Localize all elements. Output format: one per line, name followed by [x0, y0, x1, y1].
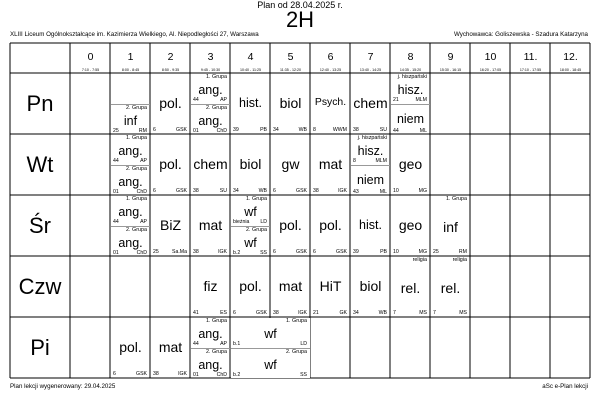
lesson-group: religia — [452, 257, 467, 263]
lesson-part — [231, 135, 270, 195]
period-header — [471, 44, 510, 73]
lesson-teacher: SS — [300, 372, 307, 378]
lesson-cell — [111, 318, 150, 378]
lesson-cell — [351, 257, 390, 317]
lesson-subject: wf — [264, 357, 277, 372]
lesson-subject: ang. — [198, 113, 223, 128]
lesson-room: 39 — [233, 127, 239, 133]
lesson-teacher: GSK — [176, 127, 187, 133]
lesson-part — [191, 348, 230, 378]
lesson-subject: HiT — [319, 278, 342, 294]
lesson-room: bieżnia — [233, 219, 250, 225]
generated-date: Plan lekcji wygenerowany: 29.04.2025 — [10, 383, 116, 390]
lesson-cell — [311, 257, 350, 317]
lesson-cell — [271, 257, 310, 317]
lesson-subject: mat — [198, 217, 223, 233]
lesson-teacher: MG — [418, 188, 427, 194]
lesson-cell — [231, 257, 270, 317]
lesson-teacher: GSK — [136, 371, 147, 377]
lesson-room: 10 — [393, 188, 399, 194]
lesson-teacher: LD — [300, 341, 307, 347]
lesson-subject: ang. — [118, 143, 143, 158]
lesson-subject: ang. — [198, 326, 223, 341]
lesson-subject: pol. — [319, 217, 342, 233]
lesson-part — [231, 226, 270, 256]
lesson-subject: mat — [318, 156, 343, 172]
lesson-teacher: PB — [380, 249, 387, 255]
lesson-room: 25 — [153, 249, 159, 255]
lesson-room: b.2 — [233, 372, 241, 378]
lesson-subject: niem — [396, 111, 425, 126]
period-header — [71, 44, 110, 73]
lesson-room: 7 — [433, 310, 436, 316]
lesson-teacher: LD — [260, 219, 267, 225]
lesson-room: 21 — [393, 97, 399, 103]
lesson-part — [351, 196, 390, 256]
period-time: 8:50 - 9:35 — [161, 68, 180, 72]
lesson-part — [151, 74, 190, 134]
lesson-group: religia — [412, 257, 427, 263]
lesson-subject: ang. — [118, 174, 143, 189]
period-header — [271, 44, 310, 73]
lesson-cell — [351, 74, 390, 134]
lesson-room: 8 — [313, 127, 316, 133]
period-header — [191, 44, 230, 73]
lesson-subject: ang. — [198, 82, 223, 97]
lesson-teacher: AP — [140, 219, 147, 225]
lesson-teacher: ChD — [136, 189, 147, 195]
lesson-cell — [391, 74, 430, 134]
lesson-part — [191, 104, 230, 134]
lesson-cell — [311, 74, 350, 134]
period-header — [111, 44, 150, 73]
lesson-subject: wf — [244, 235, 257, 250]
lesson-teacher: AP — [220, 97, 227, 103]
lesson-part — [311, 135, 350, 195]
lesson-part — [311, 196, 350, 256]
lesson-teacher: MLM — [375, 158, 387, 164]
lesson-group: 2. Grupa — [286, 349, 307, 355]
lesson-cell — [311, 196, 350, 256]
lesson-subject: rel. — [440, 280, 461, 296]
period-number: 8 — [407, 51, 414, 63]
lesson-group: 1. Grupa — [206, 74, 227, 80]
lesson-part — [191, 74, 230, 104]
lesson-subject: ang. — [118, 235, 143, 250]
lesson-teacher: AP — [220, 341, 227, 347]
period-time: 12:40 - 13:25 — [319, 68, 342, 72]
lesson-room: 38 — [193, 188, 199, 194]
lesson-teacher: SU — [379, 127, 387, 133]
lesson-teacher: ML — [419, 128, 427, 134]
day-label: Wt — [26, 151, 54, 177]
lesson-teacher: MLM — [415, 97, 427, 103]
lesson-subject: geo — [398, 156, 423, 172]
lesson-subject: niem — [356, 172, 385, 187]
lesson-part — [271, 135, 310, 195]
lesson-cell — [191, 318, 230, 378]
period-number: 3 — [207, 51, 214, 63]
lesson-teacher: IGK — [218, 249, 227, 255]
lesson-part — [431, 257, 470, 317]
lesson-part — [111, 74, 150, 104]
lesson-teacher: GSK — [176, 188, 187, 194]
period-number: 5 — [287, 51, 294, 63]
lesson-room: 01 — [113, 189, 119, 195]
lesson-teacher: GK — [339, 310, 347, 316]
lesson-subject: chem — [193, 156, 228, 172]
lesson-group: 2. Grupa — [246, 227, 267, 233]
period-header — [311, 44, 350, 73]
lesson-subject: Psych. — [314, 96, 347, 108]
period-time: 11:35 - 12:20 — [280, 68, 301, 72]
period-time: 15:30 - 16:15 — [439, 68, 462, 72]
class-name: 2H — [285, 7, 315, 32]
lesson-room: b.2 — [233, 250, 241, 256]
lesson-part — [231, 257, 270, 317]
lesson-cell — [191, 74, 230, 134]
lesson-cell — [271, 74, 310, 134]
lesson-group: 1. Grupa — [446, 196, 467, 202]
lesson-room: 25 — [433, 249, 439, 255]
lesson-teacher: MG — [418, 249, 427, 255]
day-label: Śr — [29, 212, 51, 238]
lesson-part — [271, 74, 310, 134]
lesson-room: 44 — [193, 97, 199, 103]
lesson-part — [191, 318, 230, 348]
lesson-group: j. hiszpański — [397, 74, 427, 80]
lesson-teacher: IGK — [298, 310, 307, 316]
lesson-cell — [191, 257, 230, 317]
lesson-group: 1. Grupa — [126, 196, 147, 202]
lesson-subject: geo — [398, 217, 423, 233]
lesson-teacher: ML — [379, 189, 387, 195]
day-label: Pi — [30, 334, 50, 360]
lesson-room: 01 — [113, 250, 119, 256]
lesson-teacher: GSK — [256, 310, 267, 316]
lesson-subject: biol — [359, 278, 382, 294]
lesson-cell — [391, 257, 430, 317]
plan-date: Plan od 28.04.2025 r. — [257, 0, 343, 10]
lesson-part — [391, 196, 430, 256]
lesson-cell — [151, 135, 190, 195]
lesson-part — [111, 135, 150, 165]
period-number: 4 — [247, 51, 254, 63]
lesson-subject: fiz — [203, 278, 218, 294]
lesson-teacher: MS — [419, 310, 427, 316]
period-number: 10 — [484, 51, 497, 63]
lesson-room: 25 — [113, 128, 119, 134]
lesson-part — [391, 257, 430, 317]
lesson-subject: wf — [244, 204, 257, 219]
lesson-part — [111, 196, 150, 226]
lesson-cell — [191, 196, 230, 256]
lesson-cell — [111, 196, 150, 256]
lesson-room: 10 — [393, 249, 399, 255]
lesson-cell — [231, 74, 270, 134]
lesson-room: 34 — [233, 188, 239, 194]
period-time: 7:10 - 7:55 — [81, 68, 100, 72]
lesson-cell — [271, 196, 310, 256]
lesson-room: 6 — [313, 249, 316, 255]
lesson-group: 2. Grupa — [206, 105, 227, 111]
lesson-subject: pol. — [159, 95, 182, 111]
lesson-room: 38 — [313, 188, 319, 194]
lesson-subject: hist. — [239, 95, 262, 110]
lesson-room: 44 — [393, 128, 399, 134]
lesson-room: 34 — [353, 310, 359, 316]
lesson-teacher: ChD — [216, 128, 227, 134]
period-time: 13:40 - 14:25 — [359, 68, 382, 72]
lesson-room: 6 — [153, 188, 156, 194]
lesson-part — [151, 196, 190, 256]
lesson-room: 38 — [153, 371, 159, 377]
period-time: 8:00 - 8:45 — [121, 68, 140, 72]
lesson-room: 01 — [193, 128, 199, 134]
lesson-cell — [111, 135, 150, 195]
period-header — [431, 44, 470, 73]
lesson-room: 6 — [113, 371, 116, 377]
lesson-part — [191, 135, 230, 195]
lesson-teacher: GSK — [336, 249, 347, 255]
period-number: 7 — [367, 51, 374, 63]
school-name: XLIII Liceum Ogólnokształcące im. Kazimierza Wielkiego, Al. Niepodległości 27, Warszawa — [10, 31, 259, 38]
lesson-room: 38 — [353, 127, 359, 133]
lesson-room: 41 — [193, 310, 199, 316]
lesson-teacher: AP — [140, 158, 147, 164]
lesson-subject: wf — [264, 326, 277, 341]
lesson-teacher: ChD — [216, 372, 227, 378]
period-number: 9 — [447, 51, 454, 63]
lesson-teacher: IGK — [178, 371, 187, 377]
lesson-subject: pol. — [159, 156, 182, 172]
lesson-room: 6 — [273, 249, 276, 255]
lesson-part — [391, 135, 430, 195]
lesson-subject: ang. — [198, 357, 223, 372]
lesson-cell — [391, 135, 430, 195]
lesson-part — [231, 318, 310, 348]
lesson-part — [191, 196, 230, 256]
lesson-teacher: WB — [298, 127, 307, 133]
lesson-part — [231, 348, 310, 378]
lesson-room: 8 — [353, 158, 356, 164]
lesson-part — [351, 165, 390, 195]
lesson-room: 43 — [353, 189, 359, 195]
period-number: 11. — [523, 51, 538, 63]
lesson-subject: ang. — [118, 204, 143, 219]
lesson-teacher: IGK — [338, 188, 347, 194]
lesson-part — [431, 196, 470, 256]
lesson-teacher: RM — [138, 128, 147, 134]
lesson-room: 21 — [313, 310, 319, 316]
lesson-subject: pol. — [119, 339, 142, 355]
lesson-group: 2. Grupa — [126, 227, 147, 233]
lesson-room: 44 — [113, 158, 119, 164]
lesson-room: 6 — [273, 188, 276, 194]
lesson-room: 44 — [113, 219, 119, 225]
lesson-subject: inf — [123, 113, 138, 128]
lesson-group: 2. Grupa — [206, 349, 227, 355]
lesson-subject: gw — [281, 156, 300, 172]
lesson-room: 38 — [193, 249, 199, 255]
lesson-teacher: PB — [260, 127, 267, 133]
lesson-teacher: GSK — [296, 188, 307, 194]
lesson-cell — [151, 74, 190, 134]
lesson-cell — [151, 196, 190, 256]
lesson-part — [231, 74, 270, 134]
lesson-subject: biol — [239, 156, 262, 172]
lesson-part — [271, 196, 310, 256]
lesson-subject: hist. — [359, 217, 382, 232]
lesson-room: 7 — [393, 310, 396, 316]
period-time: 14:35 - 15:20 — [399, 68, 422, 72]
lesson-subject: pol. — [279, 217, 302, 233]
lesson-cell — [271, 135, 310, 195]
period-header — [351, 44, 390, 73]
lesson-part — [311, 74, 350, 134]
day-label: Pn — [26, 90, 54, 116]
lesson-subject: BiZ — [160, 217, 181, 233]
lesson-part — [111, 226, 150, 256]
period-header — [511, 44, 550, 73]
lesson-cell — [311, 135, 350, 195]
lesson-cell — [231, 196, 270, 256]
lesson-subject: biol — [279, 95, 302, 111]
lesson-teacher: Sa.Ma — [172, 249, 187, 255]
lesson-part — [191, 257, 230, 317]
lesson-cell — [231, 318, 310, 378]
lesson-room: 01 — [193, 372, 199, 378]
lesson-teacher: SS — [260, 250, 267, 256]
lesson-room: 38 — [273, 310, 279, 316]
lesson-room: 6 — [233, 310, 236, 316]
lesson-teacher: ES — [220, 310, 227, 316]
lesson-teacher: MS — [459, 310, 467, 316]
period-header — [231, 44, 270, 73]
period-time: 10:40 - 11:25 — [240, 68, 261, 72]
period-number: 6 — [327, 51, 334, 63]
lesson-group: 2. Grupa — [126, 105, 147, 111]
lesson-part — [351, 257, 390, 317]
lesson-part — [391, 74, 430, 104]
lesson-teacher: ChD — [136, 250, 147, 256]
lesson-part — [391, 104, 430, 134]
lesson-part — [271, 257, 310, 317]
lesson-room: 44 — [193, 341, 199, 347]
lesson-cell — [111, 74, 150, 134]
lesson-cell — [431, 257, 470, 317]
lesson-subject: rel. — [400, 280, 421, 296]
lesson-part — [151, 318, 190, 378]
lesson-room: 34 — [273, 127, 279, 133]
lesson-group: 1. Grupa — [206, 318, 227, 324]
lesson-part — [151, 135, 190, 195]
period-time: 9:45 - 10:30 — [200, 68, 221, 72]
period-header — [391, 44, 430, 73]
lesson-cell — [431, 196, 470, 256]
period-time: 16:20 - 17:05 — [479, 68, 502, 72]
lesson-group: j. hiszpański — [357, 135, 387, 141]
lesson-teacher: GSK — [296, 249, 307, 255]
lesson-part — [311, 257, 350, 317]
lesson-group: 2. Grupa — [126, 166, 147, 172]
lesson-group: 1. Grupa — [286, 318, 307, 324]
lesson-part — [351, 135, 390, 165]
lesson-teacher: SU — [219, 188, 227, 194]
period-number: 0 — [87, 51, 94, 63]
lesson-teacher: WB — [378, 310, 387, 316]
period-header — [151, 44, 190, 73]
lesson-group: 1. Grupa — [126, 135, 147, 141]
period-time: 17:10 - 17:55 — [519, 68, 542, 72]
period-number: 2 — [167, 51, 174, 63]
lesson-room: 6 — [153, 127, 156, 133]
lesson-teacher: RM — [458, 249, 467, 255]
lesson-subject: hisz. — [397, 82, 424, 97]
lesson-part — [111, 318, 150, 378]
lesson-cell — [231, 135, 270, 195]
lesson-part — [231, 196, 270, 226]
lesson-cell — [351, 135, 390, 195]
lesson-teacher: WWM — [332, 127, 347, 133]
lesson-part — [111, 104, 150, 134]
day-label: Czw — [18, 273, 62, 299]
period-time: 18:00 - 18:45 — [559, 68, 582, 72]
lesson-subject: mat — [278, 278, 303, 294]
lesson-cell — [391, 196, 430, 256]
lesson-cell — [151, 318, 190, 378]
lesson-cell — [191, 135, 230, 195]
lesson-cell — [351, 196, 390, 256]
lesson-subject: pol. — [239, 278, 262, 294]
software-credit: aSc e-Plan lekcji — [542, 383, 588, 390]
lesson-part — [351, 74, 390, 134]
lesson-room: 39 — [353, 249, 359, 255]
lesson-part — [111, 165, 150, 195]
lesson-teacher: WB — [258, 188, 267, 194]
lesson-group: 1. Grupa — [246, 196, 267, 202]
period-header — [551, 44, 590, 73]
period-number: 12. — [563, 51, 578, 63]
lesson-subject: chem — [353, 95, 388, 111]
lesson-subject: mat — [158, 339, 183, 355]
lesson-room: b.1 — [233, 341, 241, 347]
lesson-subject: hisz. — [357, 143, 384, 158]
lesson-subject: inf — [443, 219, 458, 235]
class-teacher: Wychowawca: Goliszewska - Szadura Katarzyna — [453, 31, 588, 38]
period-number: 1 — [127, 51, 134, 63]
